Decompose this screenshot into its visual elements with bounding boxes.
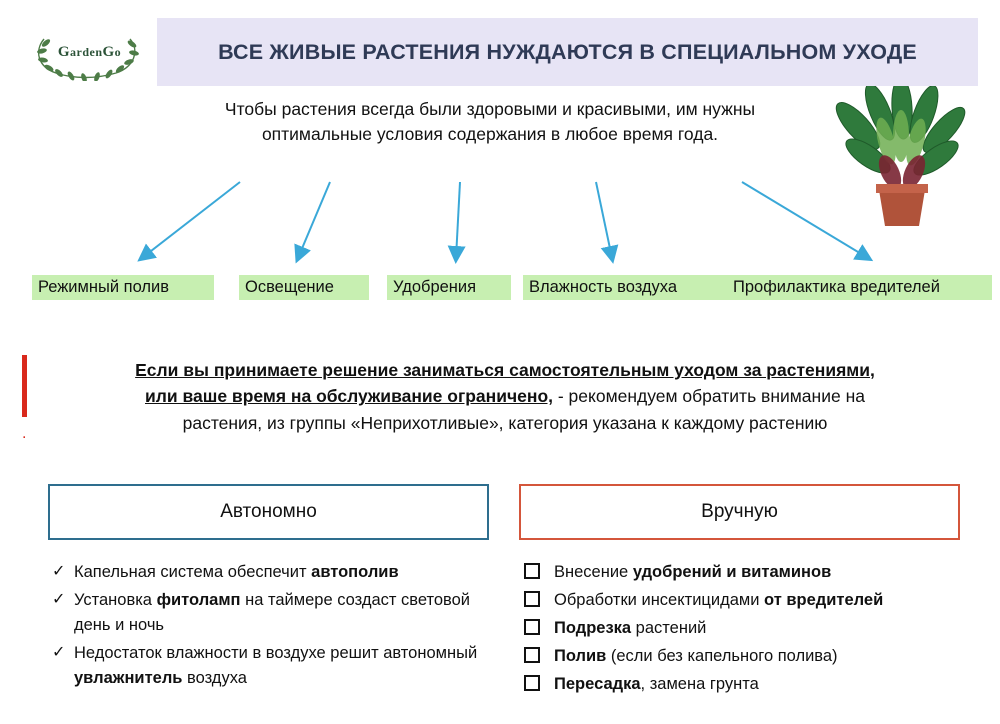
list-item-bold: автополив [311,563,399,581]
list-item-bold: Пересадка [554,675,641,694]
list-item-pre: Недостаток влажности в воздухе решит автономный [74,644,478,663]
quote-line-3: растения, из группы «Неприхотливые», категория указана к каждому растению [182,412,828,433]
list-item-bold: удобрений и витаминов [632,563,832,581]
list-item [48,560,498,585]
plant-photo [824,86,980,238]
list-item-pre: Обработки инсектицидами [554,591,765,610]
list-item-pre: Внесение [554,563,633,581]
list-item-text [554,560,984,585]
tag-pest-prevention[interactable]: Профилактика вредителей [727,275,992,300]
list-item-text [554,616,984,641]
list-item [524,616,984,641]
tag-lighting[interactable]: Освещение [239,275,369,300]
wreath-icon [30,23,150,81]
quote-block [40,357,970,436]
quote-line-2-bold: или ваше время на обслуживание ограничено, [145,386,553,407]
checkbox-icon[interactable] [524,616,554,635]
brand-logo-o: o [114,44,122,59]
list-item [48,641,498,691]
list-item-bold: Подрезка [554,619,632,638]
list-item-bold: увлажнитель [74,669,183,688]
quote-line-2-tail: - рекомендуем обратить внимание на [553,386,865,407]
list-manual [524,560,984,700]
check-icon: ✓ [52,563,66,580]
column-header-auto-label: Автономно [220,501,317,522]
column-header-manual [519,484,960,540]
list-item-pre: Установка [74,591,157,610]
list-item-text [74,588,498,638]
page-header [22,18,978,86]
quote-accent-bar [22,355,27,417]
header-title-banner [157,18,978,86]
list-item-post: (если без капельного полива) [606,647,838,666]
quote-line-1: Если вы принимаете решение заниматься самостоятельным уходом за растениями, [135,360,875,380]
quote-dot: . [22,425,27,442]
list-item-bold: от вредителей [764,591,884,610]
list-item-text [74,641,498,691]
list-item-post: растений [631,619,707,638]
list-item-bold: Полив [554,647,607,666]
checkbox-icon[interactable] [524,560,554,579]
list-item-text [74,560,498,585]
list-item [524,644,984,669]
checkbox-icon[interactable] [524,644,554,663]
intro-line-2: оптимальные условия содержания в любое время года. [261,124,719,145]
brand-logo-arden: arden [70,44,103,59]
list-item-pre: Капельная система обеспечит [74,563,312,581]
care-tags-row [32,275,977,301]
checkbox-icon[interactable] [524,588,554,607]
list-item-text [554,672,984,697]
arrow-to-tag-1 [142,182,240,258]
brand-logo-g2: G [102,43,115,60]
tag-fertilizer[interactable]: Удобрения [387,275,511,300]
list-item-post: воздуха [182,669,247,688]
check-icon: ✓ [52,644,66,662]
arrow-to-tag-4 [596,182,612,258]
list-item [524,672,984,697]
tag-watering[interactable]: Режимный полив [32,275,214,300]
page-title: ВСЕ ЖИВЫЕ РАСТЕНИЯ НУЖДАЮТСЯ В СПЕЦИАЛЬНОМ УХОДЕ [218,39,917,64]
column-header-auto [48,484,489,540]
column-header-manual-label: Вручную [701,501,778,522]
intro-line-1: Чтобы растения всегда были здоровыми и красивыми, им нужны [224,99,756,119]
checkbox-icon[interactable] [524,672,554,691]
arrow-to-tag-2 [298,182,330,258]
list-item [48,588,498,638]
list-item-post: на таймере создаст световой день и ночь [74,591,471,635]
quote-line-2 [40,383,970,409]
arrow-to-tag-3 [456,182,460,258]
list-item-post: , замена грунта [640,675,759,694]
tag-humidity[interactable]: Влажность воздуха [523,275,729,300]
check-icon: ✓ [52,591,66,609]
list-auto [48,560,498,694]
list-item-bold: фитоламп [156,591,241,610]
list-item-text [554,644,984,669]
intro-paragraph [180,97,800,148]
list-item [524,560,984,585]
brand-logo-g1: G [57,43,70,60]
brand-logo [22,18,157,86]
list-item [524,588,984,613]
list-item-text [554,588,984,613]
